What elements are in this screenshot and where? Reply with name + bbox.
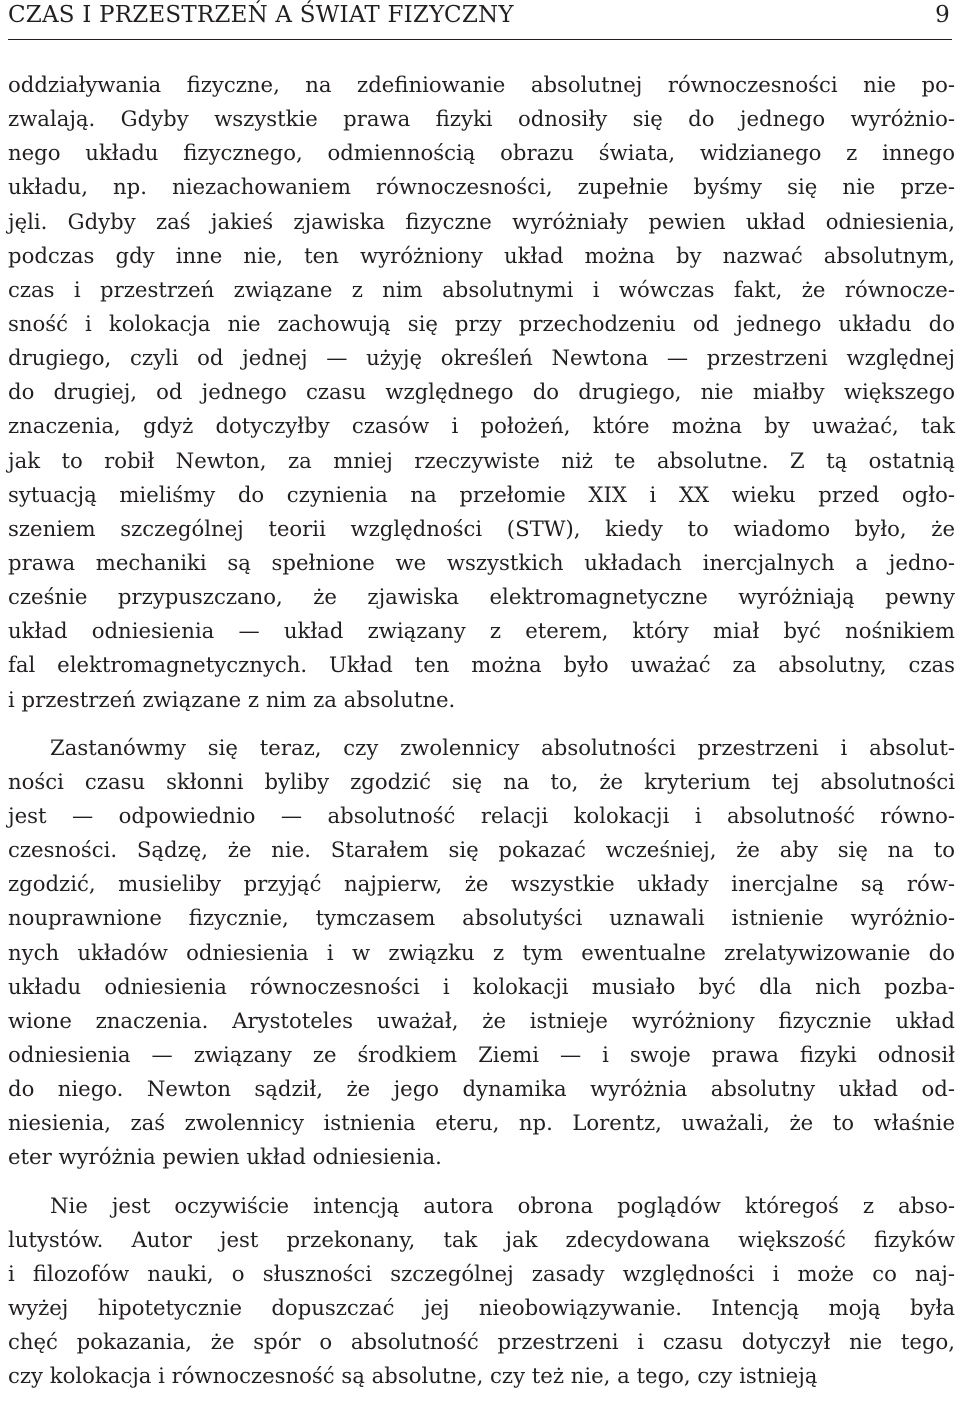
text-line: do niego. Newton sądził, że jego dynamika wyróżnia absolutny układ od-: [8, 1076, 955, 1102]
text-line: znaczenia, gdyż dotyczyłby czasów i położeń, które można by uważać, tak: [8, 413, 955, 439]
text-line: jest — odpowiednio — absolutność relacji kolokacji i absolutność równo-: [8, 802, 955, 828]
text-line: układ odniesienia — układ związany z eterem, który miał być nośnikiem: [8, 618, 955, 644]
text-line: nego układu fizycznego, odmiennością obrazu świata, widzianego z innego: [8, 140, 955, 166]
paragraph-gap: [8, 1175, 955, 1189]
text-line: nouprawnione fizycznie, tymczasem absolutyści uznawali istnienie wyróżnio-: [8, 905, 955, 931]
text-line: nych układów odniesienia i w związku z tym ewentualne zrelatywizowanie do: [8, 939, 955, 965]
running-header: [8, 2, 950, 36]
text-line: i filozofów nauki, o słuszności szczególnej zasady względności i może co naj-: [8, 1260, 955, 1286]
text-line: do drugiej, od jednego czasu względnego do drugiego, nie miałby większego: [8, 379, 955, 405]
text-line: chęć pokazania, że spór o absolutność przestrzeni i czasu dotyczył nie tego,: [8, 1329, 955, 1355]
page-number: 9: [935, 2, 950, 28]
paragraph-gap: [8, 717, 955, 731]
text-line: oddziaływania fizyczne, na zdefiniowanie absolutnej równoczesności nie po-: [8, 72, 955, 97]
text-line: układu, np. niezachowaniem równoczesności, zupełnie byśmy się nie prze-: [8, 174, 955, 200]
paragraph: [8, 68, 955, 717]
text-line: cześnie przypuszczano, że zjawiska elektromagnetyczne wyróżniają pewny: [8, 584, 955, 610]
text-line: lutystów. Autor jest przekonany, tak jak zdecydowana większość fizyków: [8, 1226, 955, 1252]
body-text: [8, 68, 955, 1393]
text-line: Zastanówmy się teraz, czy zwolennicy absolutności przestrzeni i absolut-: [50, 734, 955, 760]
text-line: odniesienia — związany ze środkiem Ziemi — i swoje prawa fizyki odnosił: [8, 1041, 955, 1067]
text-line: układu odniesienia równoczesności i kolokacji musiało być dla nich pozba-: [8, 973, 955, 999]
text-line: ności czasu skłonni byliby zgodzić się na to, że kryterium tej absolutności: [8, 768, 955, 794]
running-title: CZAS I PRZESTRZEŃ A ŚWIAT FIZYCZNY: [8, 2, 514, 28]
text-line: zwalają. Gdyby wszystkie prawa fizyki odnosiły się do jednego wyróżnio-: [8, 106, 955, 132]
text-line: szeniem szczególnej teorii względności (STW), kiedy to wiadomo było, że: [8, 515, 955, 541]
text-line: czy kolokacja i równoczesność są absolutne, czy też nie, a tego, czy istnieją: [8, 1363, 818, 1389]
text-line: sność i kolokacja nie zachowują się przy przechodzeniu od jednego układu do: [8, 310, 955, 336]
text-line: sytuacją mieliśmy do czynienia na przełomie XIX i XX wieku przed ogło-: [8, 481, 955, 507]
text-line: prawa mechaniki są spełnione we wszystkich układach inercjalnych a jedno-: [8, 549, 955, 575]
text-line: wione znaczenia. Arystoteles uważał, że istnieje wyróżniony fizycznie układ: [8, 1007, 955, 1033]
text-line: jak to robił Newton, za mniej rzeczywiste niż te absolutne. Z tą ostatnią: [8, 447, 955, 473]
text-line: jęli. Gdyby zaś jakieś zjawiska fizyczne wyróżniały pewien układ odniesienia,: [8, 208, 955, 234]
text-line: niesienia, zaś zwolennicy istnienia eteru, np. Lorentz, uważali, że to właśnie: [8, 1110, 955, 1136]
text-line: Nie jest oczywiście intencją autora obrona poglądów któregoś z abso-: [50, 1192, 955, 1218]
text-line: wyżej hipotetycznie dopuszczać jej nieobowiązywanie. Intencją moją była: [8, 1294, 955, 1320]
text-line: podczas gdy inne nie, ten wyróżniony układ można by nazwać absolutnym,: [8, 242, 955, 268]
text-line: zgodzić, musieliby przyjąć najpierw, że wszystkie układy inercjalne są rów-: [8, 871, 955, 897]
text-line: fal elektromagnetycznych. Układ ten można było uważać za absolutny, czas: [8, 652, 955, 678]
paragraph: [8, 1189, 955, 1394]
text-line: czesności. Sądzę, że nie. Starałem się pokazać wcześniej, że aby się na to: [8, 837, 955, 863]
paragraph: [8, 731, 955, 1175]
text-line: eter wyróżnia pewien układ odniesienia.: [8, 1144, 442, 1170]
header-rule: [8, 39, 952, 40]
text-line: drugiego, czyli od jednej — użyję określeń Newtona — przestrzeni względnej: [8, 345, 955, 371]
text-line: i przestrzeń związane z nim za absolutne.: [8, 686, 456, 712]
text-line: czas i przestrzeń związane z nim absolutnymi i wówczas fakt, że równocze-: [8, 276, 955, 302]
